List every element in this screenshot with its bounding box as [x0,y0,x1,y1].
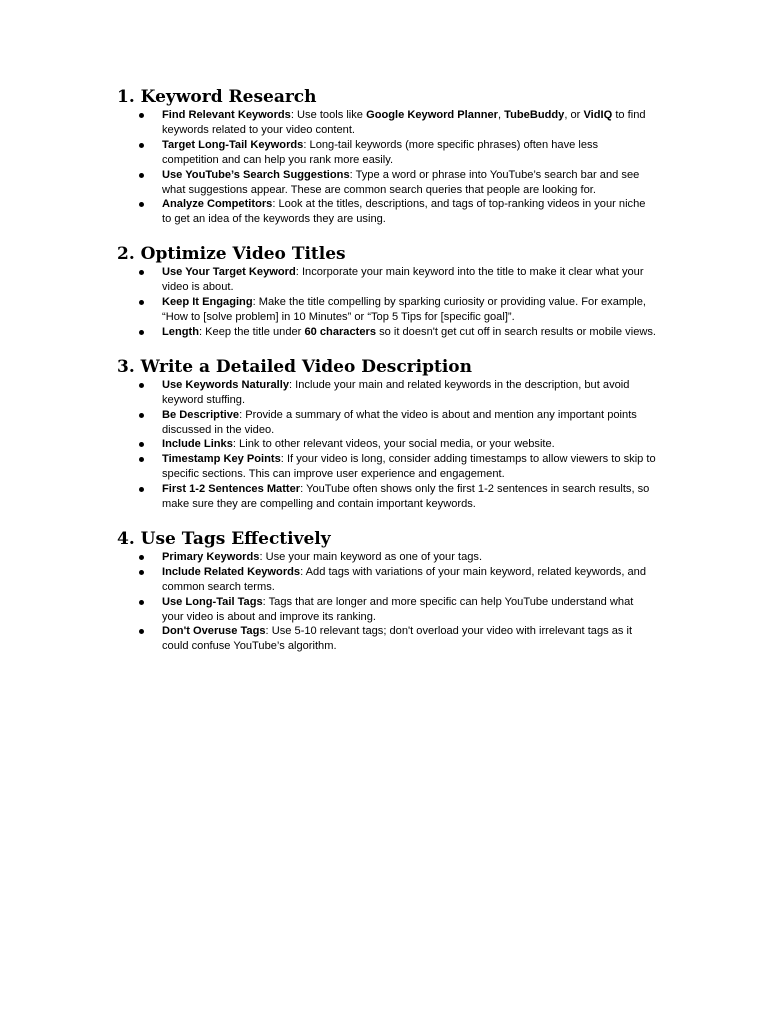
bold-term: Timestamp Key Points [162,453,281,466]
list-item [117,197,657,227]
list-item [117,565,657,595]
list-item [117,265,657,295]
bullet-list-optimize-video-titles [117,265,657,340]
bold-term: Find Relevant Keywords [162,109,291,121]
item-text: : Link to other relevant videos, your social media, or your website. [232,438,555,451]
bold-term: Use Your Target Keyword [162,266,296,279]
list-item [117,482,657,512]
list-item [117,624,657,654]
bullet-icon [139,173,144,178]
item-text: : Keep the title under [198,325,305,338]
bold-term: Keep It Engaging [162,296,253,309]
bullet-icon [139,413,144,418]
list-item [117,595,657,625]
bold-term: Include Related Keywords [162,565,301,578]
bold-term: Don't Overuse Tags [162,625,266,638]
bold-term: Use YouTube’s Search Suggestions [162,168,350,181]
bullet-icon [139,570,144,575]
bold-term: Include Links [162,438,233,451]
bold-term: Target Long-Tail Keywords [162,138,304,151]
bullet-icon [139,383,144,388]
item-text: : Use 5-10 relevant tags; don't overload your video with irrelevant tags as it could confuse YouTube’s algorithm. [162,625,633,653]
list-item [117,138,657,168]
bold-term: Primary Keywords [162,550,260,563]
item-text: : Use tools like [290,109,367,121]
list-item [117,408,657,438]
bullet-list-use-tags [117,550,657,654]
item-text: : Add tags with variations of your main keyword, related keywords, and common search terms. [162,565,647,593]
bullet-icon [139,270,144,275]
bold-term: Length [162,325,199,338]
bold-term: 60 characters [304,325,376,338]
bold-term: TubeBuddy [504,109,565,121]
item-text: : Type a word or phrase into YouTube’s search bar and see what suggestions appear. These are common search queries that people are looking for. [162,168,640,196]
bullet-list-video-description [117,378,657,512]
bullet-icon [139,487,144,492]
item-text: : Incorporate your main keyword into the title to make it clear what your video is about. [162,266,644,294]
bullet-list-keyword-research [117,108,657,227]
item-text: : Long-tail keywords (more specific phrases) often have less competition and can help you rank more easily. [162,138,599,166]
item-text: : Use your main keyword as one of your tags. [259,550,483,563]
item-text: : YouTube often shows only the first 1-2 sentences in search results, so make sure they are compelling and contain important keywords. [162,483,650,511]
list-item [117,295,657,325]
bullet-icon [139,442,144,447]
bullet-icon [139,202,144,207]
bullet-icon [139,600,144,605]
item-text: : If your video is long, consider adding timestamps to allow viewers to skip to specific sections. This can improve user experience and engagement. [162,453,656,481]
section-heading-optimize-video-titles: 2. Optimize Video Titles [117,244,346,265]
section-heading-video-description: 3. Write a Detailed Video Description [117,356,472,377]
item-text: : Make the title compelling by sparking curiosity or providing value. For example, “How to [solve problem] in 10 Minutes” or “Top 5 Tips for [specific goal]”. [162,296,646,323]
item-text: to find keywords related to your video content. [162,109,646,136]
bullet-icon [139,143,144,148]
bold-term: Use Keywords Naturally [162,378,290,391]
list-item [117,378,657,408]
bold-term: Use Long-Tail Tags [162,595,263,608]
section-heading-keyword-research: 1. Keyword Research [117,87,317,107]
list-item [117,108,657,138]
list-item [117,168,657,198]
bullet-icon [139,457,144,462]
bold-term: Analyze Competitors [162,198,273,211]
bullet-icon [139,555,144,560]
bold-term: First 1-2 Sentences Matter [162,483,301,496]
list-item [117,325,657,340]
item-text: : Provide a summary of what the video is about and mention any important points discussed in the video. [162,408,637,436]
section-heading-use-tags: 4. Use Tags Effectively [117,528,331,549]
item-text: : Include your main and related keywords in the description, but avoid keyword stuffing. [162,378,630,406]
bold-term: Be Descriptive [162,408,240,421]
bold-term: VidIQ [583,109,613,121]
item-text: , or [564,109,584,121]
bullet-icon [139,113,144,118]
list-item [117,437,657,452]
bold-term: Google Keyword Planner [366,109,498,121]
bullet-icon [139,330,144,335]
item-text: : Tags that are longer and more specific can help YouTube understand what your video is about and improve its ranking. [162,595,634,623]
document-content [117,86,657,654]
item-text: , [497,109,505,121]
list-item [117,550,657,565]
list-item [117,452,657,482]
bullet-icon [139,629,144,634]
bullet-icon [139,300,144,305]
item-text: : Look at the titles, descriptions, and tags of top-ranking videos in your niche to get an idea of the keywords they are using. [162,198,646,226]
item-text: so it doesn't get cut off in search results or mobile views. [376,325,657,338]
